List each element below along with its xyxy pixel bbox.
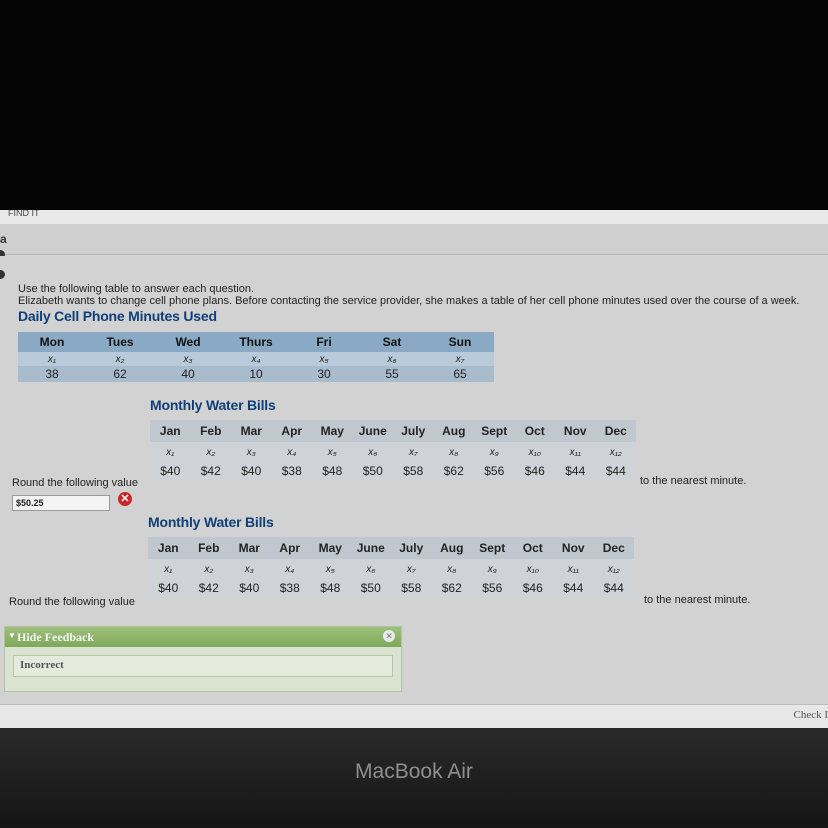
table-var-cell: x₇ bbox=[426, 352, 494, 366]
bill-value-cell: $44 bbox=[555, 462, 596, 480]
bill-value-cell: $58 bbox=[393, 462, 434, 480]
bill-var-cell: x₁₀ bbox=[515, 442, 556, 462]
bill-value-cell: $50 bbox=[353, 462, 394, 480]
month-header-cell: Sept bbox=[472, 537, 513, 559]
bill-var-cell: x₂ bbox=[191, 442, 232, 462]
feedback-message: Incorrect bbox=[20, 659, 64, 671]
table-var-cell: x₃ bbox=[154, 352, 222, 366]
month-header-cell: July bbox=[391, 537, 432, 559]
bill-value-cell: $40 bbox=[148, 579, 189, 597]
table-value-cell: 10 bbox=[222, 366, 290, 382]
table-var-cell: x₂ bbox=[86, 352, 154, 366]
table-header-cell: Thurs bbox=[222, 332, 290, 352]
bill-value-cell: $46 bbox=[513, 579, 554, 597]
table-header-cell: Sun bbox=[426, 332, 494, 352]
hide-feedback-toggle[interactable] bbox=[5, 627, 401, 647]
bill-var-cell: x₁ bbox=[150, 442, 191, 462]
browser-screen bbox=[0, 210, 828, 728]
table-value-cell: 55 bbox=[358, 366, 426, 382]
bill-var-cell: x₅ bbox=[310, 559, 351, 579]
month-header-cell: May bbox=[312, 420, 353, 442]
check-button[interactable]: Check I bbox=[793, 709, 828, 721]
bill-value-cell: $56 bbox=[474, 462, 515, 480]
bill-var-cell: x₁₀ bbox=[513, 559, 554, 579]
bills-table-title-2: Monthly Water Bills bbox=[148, 514, 274, 530]
bill-value-cell: $46 bbox=[515, 462, 556, 480]
month-header-cell: Apr bbox=[270, 537, 311, 559]
bill-var-cell: x₇ bbox=[393, 442, 434, 462]
bill-value-cell: $40 bbox=[231, 462, 272, 480]
table-var-cell: x₅ bbox=[290, 352, 358, 366]
bill-var-cell: x₁₂ bbox=[596, 442, 637, 462]
bill-value-cell: $44 bbox=[594, 579, 635, 597]
feedback-header-label: Hide Feedback bbox=[17, 630, 94, 644]
answer-input[interactable]: $50.25 bbox=[12, 495, 110, 511]
bill-var-cell: x₃ bbox=[231, 442, 272, 462]
collapse-triangle-icon: ▼ bbox=[8, 631, 16, 640]
month-header-cell: Oct bbox=[513, 537, 554, 559]
close-icon[interactable]: ✕ bbox=[383, 630, 395, 642]
month-header-cell: May bbox=[310, 537, 351, 559]
bill-value-cell: $56 bbox=[472, 579, 513, 597]
problem-text: Elizabeth wants to change cell phone plans. Before contacting the service provider, she makes a table of her cell phone minutes used over the course of a week. bbox=[18, 295, 800, 307]
table-value-cell: 40 bbox=[154, 366, 222, 382]
month-header-cell: June bbox=[351, 537, 392, 559]
table-value-cell: 38 bbox=[18, 366, 86, 382]
table-header-cell: Wed bbox=[154, 332, 222, 352]
month-header-cell: Jan bbox=[150, 420, 191, 442]
month-header-cell: Dec bbox=[594, 537, 635, 559]
table-value-cell: 30 bbox=[290, 366, 358, 382]
month-header-cell: June bbox=[353, 420, 394, 442]
month-header-cell: Apr bbox=[272, 420, 313, 442]
bill-var-cell: x₉ bbox=[472, 559, 513, 579]
bill-var-cell: x₆ bbox=[353, 442, 394, 462]
phone-minutes-table bbox=[18, 332, 494, 382]
phone-table-title: Daily Cell Phone Minutes Used bbox=[18, 308, 217, 324]
water-bills-table-1 bbox=[150, 420, 636, 480]
top-fragment: FIND IT bbox=[8, 210, 40, 218]
bill-var-cell: x₄ bbox=[270, 559, 311, 579]
bill-value-cell: $40 bbox=[229, 579, 270, 597]
table-var-cell: x₆ bbox=[358, 352, 426, 366]
bill-value-cell: $42 bbox=[191, 462, 232, 480]
table-header-cell: Sat bbox=[358, 332, 426, 352]
bottom-bar bbox=[0, 704, 828, 728]
bill-value-cell: $38 bbox=[270, 579, 311, 597]
month-header-cell: Mar bbox=[229, 537, 270, 559]
bill-value-cell: $50 bbox=[351, 579, 392, 597]
bill-value-cell: $38 bbox=[272, 462, 313, 480]
bill-value-cell: $44 bbox=[596, 462, 637, 480]
incorrect-icon: ✕ bbox=[118, 492, 132, 506]
bullet-icon bbox=[0, 270, 5, 279]
table-header-cell: Tues bbox=[86, 332, 154, 352]
bill-value-cell: $62 bbox=[432, 579, 473, 597]
device-brand-label: MacBook Air bbox=[355, 760, 473, 783]
month-header-cell: Oct bbox=[515, 420, 556, 442]
bill-value-cell: $44 bbox=[553, 579, 594, 597]
bill-value-cell: $48 bbox=[310, 579, 351, 597]
month-header-cell: Dec bbox=[596, 420, 637, 442]
instructions-text: Use the following table to answer each question. bbox=[18, 283, 255, 295]
table-value-cell: 62 bbox=[86, 366, 154, 382]
month-header-cell: Feb bbox=[189, 537, 230, 559]
bills-table-title-1: Monthly Water Bills bbox=[150, 397, 276, 413]
bill-var-cell: x₅ bbox=[312, 442, 353, 462]
month-header-cell: Aug bbox=[432, 537, 473, 559]
bill-value-cell: $58 bbox=[391, 579, 432, 597]
bill-value-cell: $48 bbox=[312, 462, 353, 480]
month-header-cell: Sept bbox=[474, 420, 515, 442]
bill-value-cell: $62 bbox=[434, 462, 475, 480]
month-header-cell: Aug bbox=[434, 420, 475, 442]
bill-var-cell: x₁₁ bbox=[555, 442, 596, 462]
bill-var-cell: x₁ bbox=[148, 559, 189, 579]
bill-value-cell: $40 bbox=[150, 462, 191, 480]
bill-var-cell: x₉ bbox=[474, 442, 515, 462]
tab-label[interactable]: a bbox=[0, 232, 7, 246]
bill-var-cell: x₁₁ bbox=[553, 559, 594, 579]
bill-var-cell: x₂ bbox=[189, 559, 230, 579]
round-suffix-1: to the nearest minute. bbox=[640, 475, 747, 487]
tab-bar bbox=[0, 224, 828, 255]
month-header-cell: Mar bbox=[231, 420, 272, 442]
round-prompt-2: Round the following value bbox=[9, 596, 135, 608]
top-strip bbox=[0, 210, 828, 225]
question-content bbox=[0, 256, 828, 728]
water-bills-table-2 bbox=[148, 537, 634, 597]
bill-var-cell: x₈ bbox=[432, 559, 473, 579]
bill-var-cell: x₄ bbox=[272, 442, 313, 462]
table-var-cell: x₄ bbox=[222, 352, 290, 366]
month-header-cell: July bbox=[393, 420, 434, 442]
table-header-cell: Fri bbox=[290, 332, 358, 352]
bill-var-cell: x₃ bbox=[229, 559, 270, 579]
feedback-panel bbox=[4, 626, 402, 692]
bill-var-cell: x₈ bbox=[434, 442, 475, 462]
month-header-cell: Feb bbox=[191, 420, 232, 442]
round-prompt-1: Round the following value bbox=[12, 477, 138, 489]
bill-value-cell: $42 bbox=[189, 579, 230, 597]
bill-var-cell: x₁₂ bbox=[594, 559, 635, 579]
feedback-message-box bbox=[13, 655, 393, 677]
month-header-cell: Nov bbox=[555, 420, 596, 442]
round-suffix-2: to the nearest minute. bbox=[644, 594, 751, 606]
table-value-cell: 65 bbox=[426, 366, 494, 382]
month-header-cell: Jan bbox=[148, 537, 189, 559]
month-header-cell: Nov bbox=[553, 537, 594, 559]
table-header-cell: Mon bbox=[18, 332, 86, 352]
bill-var-cell: x₇ bbox=[391, 559, 432, 579]
bill-var-cell: x₆ bbox=[351, 559, 392, 579]
table-var-cell: x₁ bbox=[18, 352, 86, 366]
